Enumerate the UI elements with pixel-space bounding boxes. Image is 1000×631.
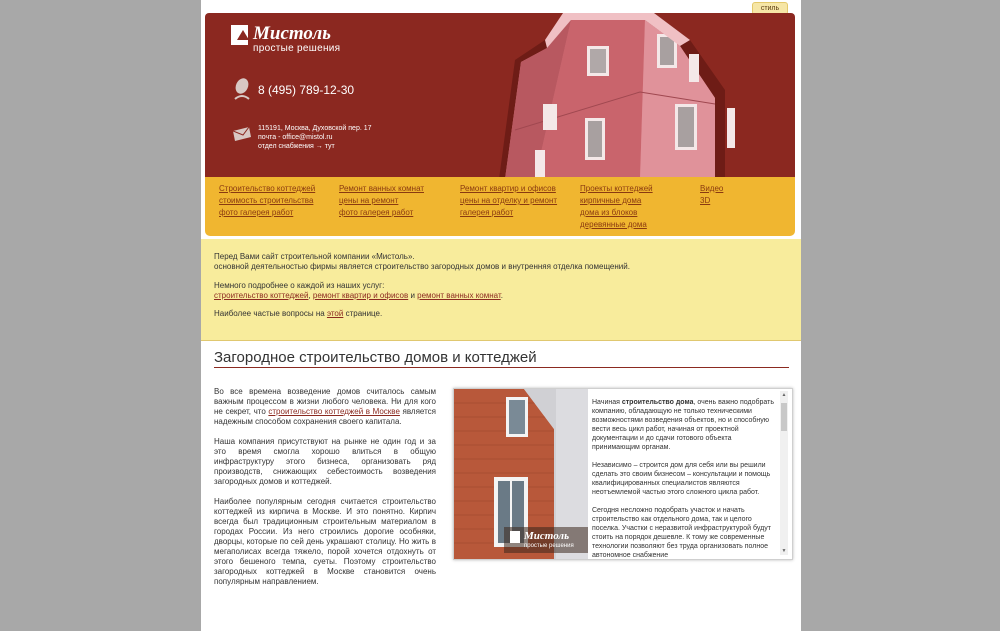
text: Во все времена возведение домов считалось самым важным процессом в жизни любого человека. Ни для кого не секрет, что	[214, 387, 436, 416]
article-link-cottages-moscow[interactable]: строительство коттеджей в Москве	[268, 407, 400, 416]
nav-column-media	[700, 183, 723, 207]
feature-text	[592, 398, 778, 560]
paragraph: Наиболее популярным сегодня считается строительство коттеджей из кирпича в Москве. И это понятно. Кирпич всегда был традиционным строительным материалом в городах России. Из него строились дорогие особняки, дворцы, которые по сей день украшают столицу. Но жить в мегаполисах всегда тяжело, порой хочется отдохнуть от этого бешеного темпа, суеты. Поэтому строительство загородных коттеджей в Москве становится очень популярным направлением.	[214, 497, 436, 586]
email-line[interactable]: почта - office@mistol.ru	[258, 134, 333, 141]
intro-link-bathrooms[interactable]: ремонт ванных комнат	[417, 291, 501, 300]
nav-link[interactable]: фото галерея работ	[339, 208, 414, 217]
nav-link[interactable]: стоимость строительства	[219, 196, 314, 205]
feature-logo-slogan: простые решения	[524, 543, 574, 549]
nav-column-projects	[580, 183, 653, 231]
text: Начиная	[592, 399, 622, 406]
intro-line: Перед Вами сайт строительной компании «Мистоль».	[214, 252, 415, 261]
scroll-thumb[interactable]	[781, 403, 787, 431]
nav-link[interactable]: деревянные дома	[580, 220, 647, 229]
nav-column-cottages	[219, 183, 315, 219]
mail-icon	[233, 127, 251, 141]
intro-link-apartments[interactable]: ремонт квартир и офисов	[312, 291, 409, 300]
address-block	[258, 124, 372, 151]
house-illustration	[475, 13, 795, 179]
nav-column-bathrooms	[339, 183, 424, 219]
nav-link[interactable]: Видео	[700, 184, 724, 193]
text: , очень важно подобрать компанию, обладающую не только техническими возможностями возведения объектов, но и способную вести весь цикл работ, начиная от проектной документации и до сдачи готового объекта принимающим органам.	[592, 399, 775, 451]
nav-column-apartments	[460, 183, 557, 219]
intro-faq	[214, 309, 382, 319]
intro-line: Немного подробнее о каждой из наших услуг:	[214, 281, 385, 290]
logo-mark-icon	[231, 25, 248, 45]
style-switch-button[interactable]: стиль	[752, 2, 788, 15]
nav-link[interactable]: кирпичные дома	[580, 196, 642, 205]
faq-post: странице.	[343, 309, 383, 318]
scroll-up-icon[interactable]: ▲	[781, 392, 787, 398]
intro-line: основной деятельностью фирмы является строительство загородных домов и внутренняя отделка помещений.	[214, 262, 630, 271]
feature-scrollbar[interactable]	[780, 391, 788, 555]
nav-link[interactable]: Строительство коттеджей	[219, 184, 316, 193]
paragraph: Сегодня несложно подобрать участок и начать строительство как отдельного дома, так и целого поселка. Участки с неразвитой инфраструктурой будут стоить на порядок дешевле. К тому же современные технологии позволяют без труда организовать полное автономное снабжение	[592, 507, 771, 559]
paragraph: Независимо – строится дом для себя или вы решили сделать это своим бизнесом – консультации и помощь квалифицированных специалистов являются неотъемлемой частью этого сложного цикла работ.	[592, 462, 771, 496]
header	[205, 13, 795, 179]
faq-link[interactable]: этой	[326, 309, 344, 318]
nav-link[interactable]: Проекты коттеджей	[580, 184, 653, 193]
intro-services	[214, 291, 503, 301]
intro-panel	[201, 239, 801, 341]
nav-link[interactable]: цены на отделку и ремонт	[460, 196, 558, 205]
title-underline	[214, 367, 789, 368]
page	[201, 0, 801, 631]
faq-pre: Наиболее частые вопросы на	[214, 309, 327, 318]
nav-link[interactable]: фото галерея работ	[219, 208, 294, 217]
paragraph	[592, 398, 778, 452]
text: является надежным способом сохранения своего капитала.	[214, 407, 436, 426]
phone-icon	[231, 77, 253, 103]
nav-link[interactable]: Ремонт квартир и офисов	[460, 184, 556, 193]
article-text	[214, 387, 436, 597]
nav-link[interactable]: дома из блоков	[580, 208, 638, 217]
phone-number[interactable]: 8 (495) 789-12-30	[258, 83, 355, 97]
supply-line[interactable]: отдел снабжения → тут	[258, 143, 335, 150]
paragraph: Наша компания присутствуют на рынке не один год и за это время смогла хорошо влиться в общую инфраструктуру этого бизнеса, организовать ряд производств, снижающих себестоимость возведения загородных домов и коттеджей.	[214, 437, 436, 486]
separator: .	[500, 291, 503, 300]
scroll-down-icon[interactable]: ▼	[781, 548, 787, 554]
page-title: Загородное строительство домов и коттеджей	[214, 349, 537, 366]
nav-link[interactable]: 3D	[700, 196, 711, 205]
separator: ,	[308, 291, 313, 300]
intro-link-cottages[interactable]: строительство коттеджей	[214, 291, 309, 300]
nav-link[interactable]: Ремонт ванных комнат	[339, 184, 424, 193]
address-line: 115191, Москва, Духовской пер. 17	[258, 125, 372, 132]
main-nav	[205, 177, 795, 236]
logo-slogan: простые решения	[253, 43, 341, 54]
paragraph	[214, 387, 436, 427]
feature-logo-name: Мистоль	[524, 530, 570, 542]
feature-box	[453, 388, 793, 560]
logo-name: Мистоль	[253, 23, 331, 44]
bold-text: строительство дома	[621, 399, 694, 406]
separator: и	[408, 291, 418, 300]
nav-link[interactable]: цены на ремонт	[339, 196, 399, 205]
nav-link[interactable]: галерея работ	[460, 208, 514, 217]
